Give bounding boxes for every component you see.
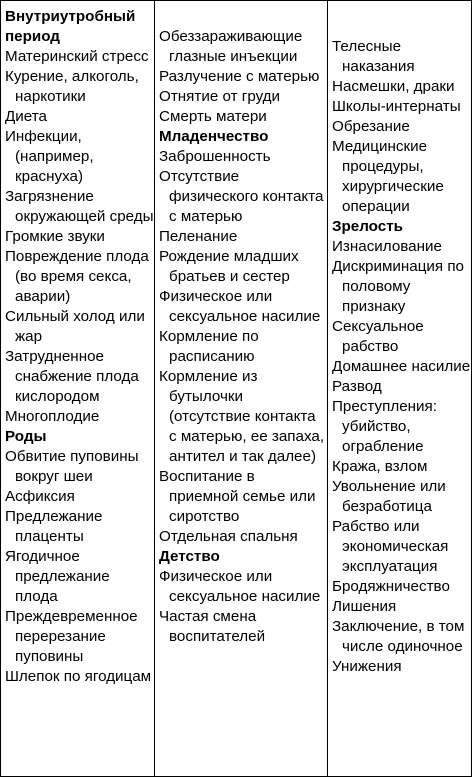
- list-item: Повреждение плода (во время секса, аварии): [5, 248, 149, 305]
- list-item: Рабство или экономическая эксплуатация: [332, 518, 449, 575]
- list-item: Отдельная спальня: [159, 528, 298, 545]
- list-item: Громкие звуки: [5, 228, 105, 245]
- list-item: Разлучение с матерью: [159, 68, 320, 85]
- list-item: Кормление по расписанию: [159, 328, 259, 365]
- list-item: Медицинские процедуры, хирургические операции: [332, 138, 444, 215]
- column-1: [1, 1, 155, 776]
- list-item: Обеззараживающие глазные инъекции: [159, 28, 303, 65]
- section-title: Роды: [5, 428, 47, 445]
- list-item: Обвитие пуповины вокруг шеи: [5, 448, 139, 485]
- list-item: Затрудненное снабжение плода кислородом: [5, 348, 139, 405]
- list-item: Преступления: убийство, ограбление: [332, 398, 437, 455]
- list-item: Изнасилование: [332, 238, 442, 255]
- list-item: Смерть матери: [159, 108, 267, 125]
- list-item: Предлежание плаценты: [5, 508, 103, 545]
- list-item: Курение, алкоголь, наркотики: [5, 68, 139, 105]
- list-item: Многоплодие: [5, 408, 100, 425]
- list-item: Дискриминация по половому признаку: [332, 258, 464, 315]
- list-item: Увольнение или безработица: [332, 478, 446, 515]
- list-item: Кормление из бутылочки (отсутствие контакта с матерью, ее запаха, антител и так далее): [159, 368, 325, 465]
- list-item: Инфекции, (например, краснуха): [5, 128, 94, 185]
- list-item: Кража, взлом: [332, 458, 428, 475]
- list-item: Пеленание: [159, 228, 238, 245]
- list-item: Рождение младших братьев и сестер: [159, 248, 299, 285]
- list-item: Школы-интернаты: [332, 98, 461, 115]
- list-item: Физическое или сексуальное насилие: [159, 568, 321, 605]
- list-item: Сильный холод или жар: [5, 308, 145, 345]
- list-item: Материнский стресс: [5, 48, 149, 65]
- list-item: Преждевременное перерезание пуповины: [5, 608, 138, 665]
- list-item: Отнятие от груди: [159, 88, 281, 105]
- list-item: Физическое или сексуальное насилие: [159, 288, 321, 325]
- column-3: [328, 1, 471, 776]
- list-item: Воспитание в приемной семье или сиротство: [159, 468, 316, 525]
- list-item: Унижения: [332, 658, 402, 675]
- list-item: Отсутствие физического контакта с матерью: [159, 168, 324, 225]
- section-title: Детство: [159, 548, 220, 565]
- column-2: [155, 1, 328, 776]
- list-item: Обрезание: [332, 118, 410, 135]
- list-item: Бродяжничество: [332, 578, 450, 595]
- list-item: Заброшенность: [159, 148, 271, 165]
- section-title: Младенчество: [159, 128, 269, 145]
- list-item: Сексуальное рабство: [332, 318, 424, 355]
- list-item: Диета: [5, 108, 47, 125]
- list-item: Частая смена воспитателей: [159, 608, 266, 645]
- list-item: Домашнее насилие: [332, 358, 471, 375]
- list-item: Загрязнение окружающей среды: [5, 188, 154, 225]
- list-item: Насмешки, драки: [332, 78, 455, 95]
- list-item: Ягодичное предлежание плода: [5, 548, 110, 605]
- list-item: Телесные наказания: [332, 38, 415, 75]
- list-item: Шлепок по ягодицам: [5, 668, 152, 685]
- section-title: Внутриутробный период: [5, 8, 136, 45]
- section-title: Зрелость: [332, 218, 403, 235]
- list-item: Асфиксия: [5, 488, 75, 505]
- list-item: Заключение, в том числе одиночное: [332, 618, 465, 655]
- list-item: Лишения: [332, 598, 397, 615]
- list-item: Развод: [332, 378, 382, 395]
